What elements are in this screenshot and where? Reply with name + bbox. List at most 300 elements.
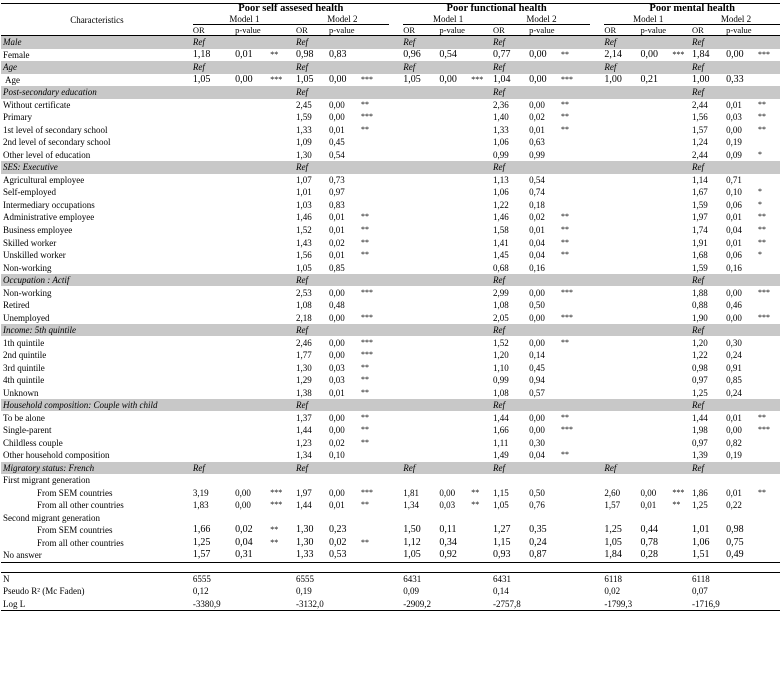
significance-stars xyxy=(269,124,296,137)
pvalue-cell: 0,04 xyxy=(726,224,742,235)
pvalue-cell: 0,50 xyxy=(529,300,545,311)
pvalue-cell xyxy=(439,36,470,49)
or-cell: 1,44 xyxy=(296,425,312,436)
row-label: From SEM countries xyxy=(37,525,113,536)
pvalue-cell: 0,02 xyxy=(529,112,545,123)
or-cell: 1,86 xyxy=(692,487,708,498)
ref-cell: Ref xyxy=(493,324,529,337)
group-gap xyxy=(590,512,604,525)
or-cell xyxy=(193,386,235,399)
group-gap xyxy=(590,449,604,462)
or-cell: 1,83 xyxy=(192,500,209,511)
group-gap xyxy=(590,124,604,137)
or-cell xyxy=(604,236,640,249)
significance-stars xyxy=(560,274,590,287)
significance-stars xyxy=(470,211,493,224)
group-gap xyxy=(590,49,604,62)
or-cell xyxy=(604,424,640,437)
significance-stars xyxy=(269,512,296,525)
significance-stars xyxy=(757,549,780,562)
significance-stars xyxy=(560,374,590,387)
pvalue-cell: 0,01 xyxy=(529,124,545,135)
pvalue-cell xyxy=(235,136,269,149)
footer-value: 0,14 xyxy=(492,586,509,597)
ref-cell: Ref xyxy=(296,61,329,74)
significance-stars xyxy=(757,474,780,487)
significance-stars xyxy=(360,186,389,199)
pvalue-cell: 0,00 xyxy=(726,425,742,436)
pvalue-header: p-value xyxy=(439,25,470,36)
ref-cell: Ref xyxy=(403,61,439,74)
significance-stars xyxy=(757,437,780,450)
significance-stars xyxy=(671,186,692,199)
section-row xyxy=(1,324,780,337)
row-label: Unskilled worker xyxy=(3,250,66,261)
significance-stars xyxy=(560,437,590,450)
pvalue-cell xyxy=(439,199,470,212)
pvalue-header: p-value xyxy=(235,25,269,36)
or-cell xyxy=(193,324,235,337)
significance-stars: ** xyxy=(561,212,570,222)
or-cell: 1,40 xyxy=(492,112,509,123)
significance-stars xyxy=(560,524,590,537)
table-row xyxy=(1,336,780,349)
significance-stars xyxy=(757,361,780,374)
pvalue-cell: 0,45 xyxy=(529,362,545,373)
or-cell: 1,05 xyxy=(403,73,421,85)
pvalue-cell xyxy=(439,174,470,187)
significance-stars: ** xyxy=(360,500,369,510)
pvalue-cell: 0,00 xyxy=(329,412,345,423)
or-cell: 1,23 xyxy=(296,437,312,448)
pvalue-cell: 0,24 xyxy=(726,350,742,361)
significance-stars xyxy=(269,462,296,475)
table-row xyxy=(1,99,780,112)
pvalue-cell xyxy=(235,424,269,437)
significance-stars: ** xyxy=(360,99,369,109)
pvalue-cell: 0,87 xyxy=(529,549,547,561)
significance-stars xyxy=(470,462,493,475)
or-cell: 2,60 xyxy=(604,487,621,498)
significance-stars: ** xyxy=(270,49,279,59)
significance-stars xyxy=(560,186,590,199)
pvalue-cell: 0,03 xyxy=(329,375,345,386)
pvalue-cell: 0,98 xyxy=(726,524,744,536)
or-cell xyxy=(403,124,439,137)
group-gap xyxy=(389,386,403,399)
or-cell: 1,08 xyxy=(492,387,509,398)
pvalue-cell: 0,44 xyxy=(640,524,658,536)
or-cell xyxy=(296,474,329,487)
pvalue-cell: 0,06 xyxy=(726,250,742,261)
significance-stars xyxy=(671,374,692,387)
significance-stars xyxy=(671,274,692,287)
group-gap xyxy=(389,399,403,412)
or-cell xyxy=(193,399,235,412)
model1-header: Model 1 xyxy=(604,14,692,25)
or-cell xyxy=(604,136,640,149)
or-cell xyxy=(403,224,439,237)
significance-stars: *** xyxy=(360,74,373,84)
group-gap xyxy=(389,186,403,199)
group-gap xyxy=(389,349,403,362)
significance-stars xyxy=(470,324,493,337)
or-cell: 1,56 xyxy=(296,250,312,261)
or-cell: 1,22 xyxy=(492,199,509,210)
or-cell xyxy=(604,449,640,462)
or-cell: 0,96 xyxy=(403,48,421,60)
pvalue-cell xyxy=(439,61,470,74)
pvalue-cell xyxy=(439,99,470,112)
or-cell: 1,97 xyxy=(296,487,312,498)
or-cell: 1,66 xyxy=(192,524,211,536)
significance-stars xyxy=(560,199,590,212)
or-cell: 1,97 xyxy=(692,212,708,223)
pvalue-cell: 0,00 xyxy=(640,48,658,60)
significance-stars: *** xyxy=(758,49,771,59)
ref-cell: Ref xyxy=(296,161,329,174)
pvalue-cell xyxy=(439,374,470,387)
significance-stars xyxy=(671,386,692,399)
pvalue-cell: 0,00 xyxy=(329,337,345,348)
significance-stars xyxy=(470,386,493,399)
group-gap xyxy=(590,111,604,124)
group-gap xyxy=(590,424,604,437)
group-gap xyxy=(389,311,403,324)
group-gap xyxy=(590,499,604,512)
significance-stars xyxy=(470,274,493,287)
or-cell: 1,52 xyxy=(492,337,509,348)
or-cell xyxy=(604,261,640,274)
pvalue-cell: 0,24 xyxy=(529,536,547,548)
row-label: Migratory status: French xyxy=(1,462,193,475)
group-gap xyxy=(389,361,403,374)
significance-stars xyxy=(671,311,692,324)
or-cell xyxy=(403,174,439,187)
significance-stars xyxy=(269,311,296,324)
or-cell xyxy=(692,474,726,487)
significance-stars xyxy=(671,124,692,137)
pvalue-cell xyxy=(726,462,757,475)
or-cell: 1,30 xyxy=(296,362,312,373)
significance-stars xyxy=(470,361,493,374)
row-label: Unemployed xyxy=(3,312,50,323)
pvalue-cell: 0,04 xyxy=(235,536,253,548)
pvalue-cell: 0,01 xyxy=(329,124,345,135)
group-gap xyxy=(389,286,403,299)
subheader-spacer xyxy=(590,25,604,36)
or-cell xyxy=(604,512,640,525)
significance-stars xyxy=(470,512,493,525)
significance-stars: ** xyxy=(471,487,480,497)
pvalue-cell xyxy=(640,424,671,437)
row-label: Self-employed xyxy=(3,187,56,198)
pvalue-cell: 0,85 xyxy=(329,262,345,273)
significance-stars xyxy=(269,211,296,224)
pvalue-cell xyxy=(235,111,269,124)
significance-stars xyxy=(470,311,493,324)
pvalue-cell xyxy=(640,249,671,262)
pvalue-cell: 0,10 xyxy=(726,187,742,198)
group-gap xyxy=(389,462,403,475)
table-row xyxy=(1,424,780,437)
significance-stars xyxy=(470,86,493,99)
significance-stars: *** xyxy=(360,112,373,122)
or-header: OR xyxy=(604,25,640,36)
group-gap xyxy=(590,149,604,162)
group-gap xyxy=(590,386,604,399)
significance-stars xyxy=(671,361,692,374)
pvalue-cell: 0,14 xyxy=(529,350,545,361)
significance-stars xyxy=(470,174,493,187)
significance-stars: *** xyxy=(360,287,373,297)
pvalue-cell xyxy=(235,324,269,337)
group-gap xyxy=(389,124,403,137)
significance-stars xyxy=(560,349,590,362)
significance-stars xyxy=(269,399,296,412)
significance-stars xyxy=(757,274,780,287)
pvalue-cell xyxy=(439,224,470,237)
or-cell xyxy=(403,261,439,274)
pvalue-cell: 0,92 xyxy=(439,549,457,561)
or-cell: 1,05 xyxy=(492,500,509,511)
significance-stars xyxy=(269,86,296,99)
or-cell: 1,33 xyxy=(492,124,509,135)
or-cell xyxy=(193,224,235,237)
significance-stars xyxy=(269,274,296,287)
pvalue-cell xyxy=(640,199,671,212)
significance-stars: * xyxy=(758,187,763,197)
significance-stars xyxy=(671,111,692,124)
significance-stars xyxy=(360,399,389,412)
row-label: From all other countries xyxy=(37,537,124,548)
or-cell xyxy=(403,149,439,162)
pvalue-cell xyxy=(439,149,470,162)
pvalue-cell xyxy=(235,449,269,462)
significance-stars: ** xyxy=(360,425,369,435)
significance-stars xyxy=(470,149,493,162)
pvalue-cell xyxy=(235,149,269,162)
pvalue-cell xyxy=(529,274,560,287)
group-gap xyxy=(590,411,604,424)
significance-stars xyxy=(269,149,296,162)
pvalue-cell: 0,06 xyxy=(726,199,742,210)
pvalue-cell: 0,01 xyxy=(329,250,345,261)
group-gap xyxy=(389,61,403,74)
pvalue-cell xyxy=(640,136,671,149)
footer-value: 0,12 xyxy=(192,586,209,597)
pvalue-cell: 0,02 xyxy=(329,237,345,248)
or-cell xyxy=(604,186,640,199)
or-cell xyxy=(604,224,640,237)
pvalue-cell: 0,00 xyxy=(235,487,251,498)
significance-stars: ** xyxy=(561,412,570,422)
group-gap xyxy=(389,537,403,550)
group-gap xyxy=(590,274,604,287)
significance-stars: ** xyxy=(360,412,369,422)
model1-header: Model 1 xyxy=(193,14,296,25)
regression-table xyxy=(1,3,780,611)
or-cell: 1,22 xyxy=(692,350,708,361)
significance-stars xyxy=(269,111,296,124)
group-gap xyxy=(590,487,604,500)
or-cell: 1,58 xyxy=(492,224,509,235)
significance-stars xyxy=(470,261,493,274)
or-cell: 1,98 xyxy=(692,425,708,436)
significance-stars: ** xyxy=(270,537,279,547)
group-gap xyxy=(389,336,403,349)
pvalue-cell xyxy=(640,386,671,399)
pvalue-cell xyxy=(439,111,470,124)
pvalue-cell xyxy=(439,349,470,362)
significance-stars xyxy=(560,61,590,74)
significance-stars: *** xyxy=(270,74,283,84)
subheader-spacer xyxy=(470,25,493,36)
group-gap xyxy=(389,374,403,387)
or-cell xyxy=(403,236,439,249)
significance-stars: *** xyxy=(471,74,484,84)
significance-stars: ** xyxy=(561,224,570,234)
pvalue-cell xyxy=(235,224,269,237)
pvalue-cell: 0,01 xyxy=(329,500,345,511)
pvalue-cell xyxy=(640,211,671,224)
table-row xyxy=(1,174,780,187)
significance-stars xyxy=(360,174,389,187)
or-cell xyxy=(403,249,439,262)
pvalue-cell xyxy=(439,437,470,450)
pvalue-cell xyxy=(640,236,671,249)
pvalue-cell xyxy=(235,361,269,374)
pvalue-cell: 0,97 xyxy=(329,187,345,198)
or-cell: 0,93 xyxy=(492,549,511,561)
significance-stars: *** xyxy=(561,312,574,322)
pvalue-cell xyxy=(235,36,269,49)
pvalue-cell xyxy=(640,437,671,450)
significance-stars: ** xyxy=(360,375,369,385)
pvalue-cell xyxy=(235,349,269,362)
pvalue-cell xyxy=(529,324,560,337)
or-cell xyxy=(604,299,640,312)
significance-stars xyxy=(671,437,692,450)
footer-row xyxy=(1,585,780,598)
or-cell xyxy=(403,349,439,362)
pvalue-cell: 0,49 xyxy=(726,549,744,561)
pvalue-cell xyxy=(640,449,671,462)
significance-stars xyxy=(269,61,296,74)
or-cell: 1,06 xyxy=(492,137,509,148)
or-cell xyxy=(403,386,439,399)
or-cell: 1,57 xyxy=(604,500,621,511)
group-gap xyxy=(389,474,403,487)
significance-stars xyxy=(671,161,692,174)
or-cell: 1,05 xyxy=(403,549,421,561)
or-cell xyxy=(604,437,640,450)
pvalue-cell xyxy=(439,399,470,412)
or-cell xyxy=(604,374,640,387)
group-gap xyxy=(389,99,403,112)
or-cell: 1,20 xyxy=(492,350,509,361)
pvalue-cell xyxy=(640,261,671,274)
pvalue-cell xyxy=(235,512,269,525)
footer-value: -2909,2 xyxy=(403,598,493,611)
group-gap xyxy=(389,549,403,562)
or-cell xyxy=(403,199,439,212)
subheader-spacer xyxy=(360,25,389,36)
significance-stars: *** xyxy=(758,312,771,322)
pvalue-cell xyxy=(439,411,470,424)
group-gap xyxy=(590,462,604,475)
pvalue-cell xyxy=(439,161,470,174)
significance-stars xyxy=(560,136,590,149)
row-label: Second migrant generation xyxy=(3,512,100,523)
or-cell xyxy=(403,324,439,337)
or-cell: 0,97 xyxy=(692,437,708,448)
row-label: Female xyxy=(3,49,30,60)
significance-stars xyxy=(269,99,296,112)
pvalue-cell: 0,82 xyxy=(726,437,742,448)
or-header: OR xyxy=(193,25,235,36)
pvalue-cell: 0,00 xyxy=(529,412,545,423)
or-cell xyxy=(193,274,235,287)
row-label: Male xyxy=(1,36,193,49)
group-gap xyxy=(590,572,604,585)
or-cell: 1,08 xyxy=(296,300,312,311)
row-label: First migrant generation xyxy=(3,475,90,486)
pvalue-cell: 0,00 xyxy=(640,487,657,498)
or-cell: 1,38 xyxy=(296,387,312,398)
pvalue-cell xyxy=(640,361,671,374)
table-row xyxy=(1,499,780,512)
ref-cell: Ref xyxy=(493,36,529,49)
or-cell: 1,24 xyxy=(692,137,708,148)
significance-stars: ** xyxy=(758,124,767,134)
significance-stars xyxy=(757,512,780,525)
pvalue-cell: 0,00 xyxy=(329,99,345,110)
significance-stars xyxy=(269,261,296,274)
significance-stars xyxy=(671,286,692,299)
row-label: Skilled worker xyxy=(3,237,57,248)
pvalue-cell xyxy=(439,124,470,137)
significance-stars xyxy=(757,174,780,187)
or-cell: 0,99 xyxy=(492,375,509,386)
significance-stars xyxy=(671,261,692,274)
significance-stars xyxy=(671,249,692,262)
pvalue-cell xyxy=(235,311,269,324)
or-cell xyxy=(604,286,640,299)
pvalue-cell xyxy=(640,324,671,337)
or-cell: 1,59 xyxy=(692,199,708,210)
pvalue-cell xyxy=(439,261,470,274)
significance-stars xyxy=(757,299,780,312)
group-gap xyxy=(590,399,604,412)
table-row xyxy=(1,261,780,274)
or-cell xyxy=(193,99,235,112)
significance-stars xyxy=(671,149,692,162)
or-cell: 1,84 xyxy=(692,48,710,60)
or-cell xyxy=(403,474,439,487)
significance-stars xyxy=(560,86,590,99)
subheader-spacer xyxy=(389,25,403,36)
significance-stars xyxy=(560,474,590,487)
significance-stars xyxy=(671,61,692,74)
significance-stars xyxy=(671,236,692,249)
significance-stars xyxy=(470,374,493,387)
ref-cell: Ref xyxy=(493,462,529,475)
or-cell xyxy=(193,111,235,124)
pvalue-cell: 0,19 xyxy=(726,450,742,461)
pvalue-cell: 0,16 xyxy=(726,262,742,273)
footer-value: 6431 xyxy=(492,573,511,584)
